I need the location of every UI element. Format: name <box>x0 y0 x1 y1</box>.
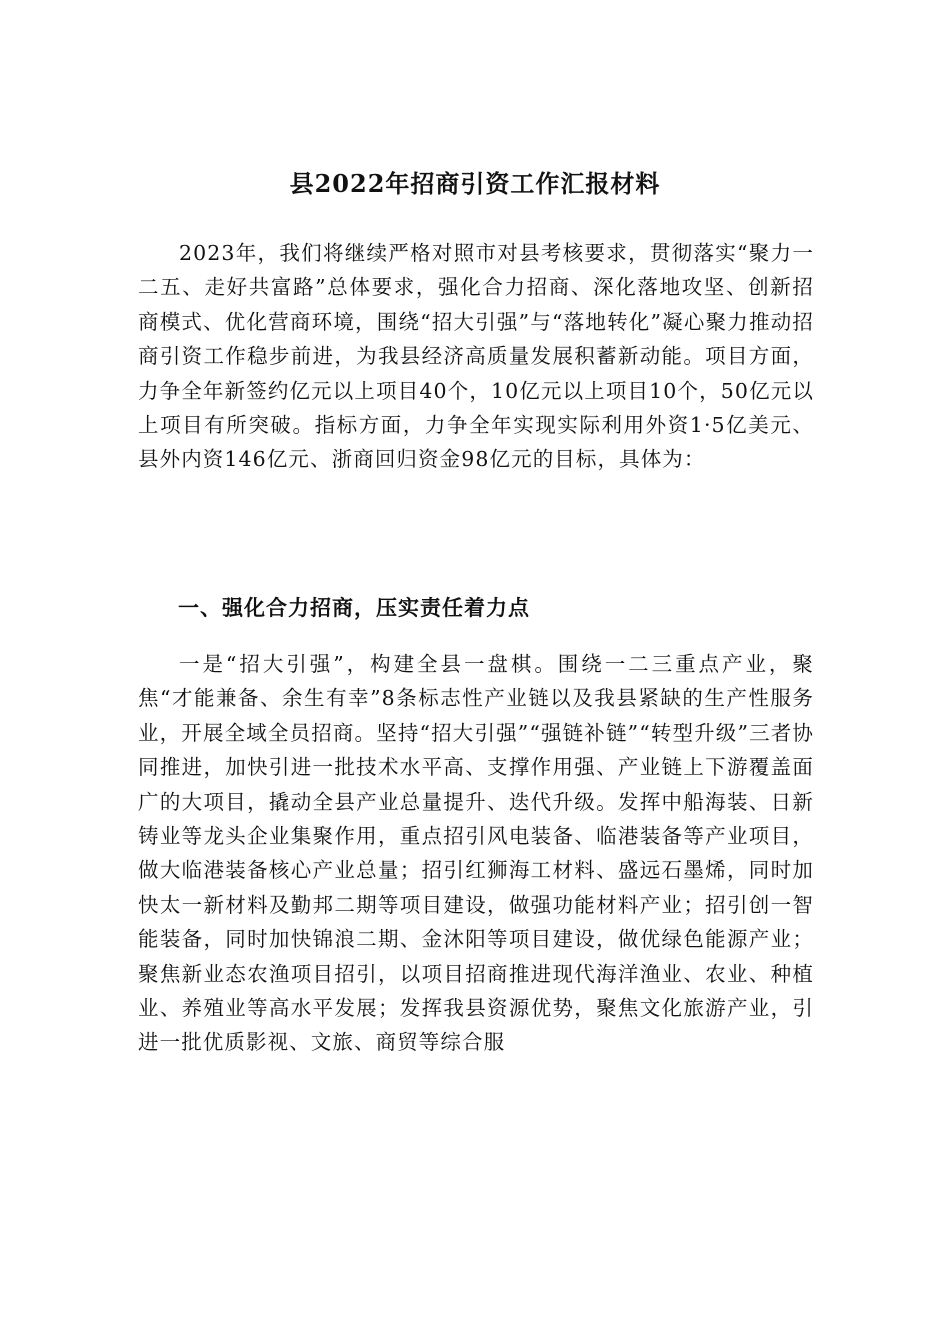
document-title: 县2022年招商引资工作汇报材料 <box>289 169 661 198</box>
intro-paragraph: 2023年，我们将继续严格对照市对县考核要求，贯彻落实“聚力一二五、走好共富路”总体要求，强化合力招商、深化落地攻坚、创新招商模式、优化营商环境，围绕“招大引强”与“落地转化”凝心聚力推动招商引资工作稳步前进，为我县经济高质量发展积蓄新动能。项目方面，力争全年新签约亿元以上项目40个，10亿元以上项目10个，50亿元以上项目有所突破。指标方面，力争全年实现实际利用外资1·5亿美元、县外内资146亿元、浙商回归资金98亿元的目标，具体为： <box>138 241 814 472</box>
section-paragraph: 一是“招大引强”，构建全县一盘棋。围绕一二三重点产业，聚焦“才能兼备、余生有幸”8条标志性产业链以及我县紧缺的生产性服务业，开展全域全员招商。坚持“招大引强”“强链补链”“转型升级”三者协同推进，加快引进一批技术水平高、支撑作用强、产业链上下游覆盖面广的大项目，撬动全县产业总量提升、迭代升级。发挥中船海装、日新铸业等龙头企业集聚作用，重点招引风电装备、临港装备等产业项目，做大临港装备核心产业总量；招引红狮海工材料、盛远石墨烯，同时加快太一新材料及勤邦二期等项目建设，做强功能材料产业；招引创一智能装备，同时加快锦浪二期、金沐阳等项目建设，做优绿色能源产业；聚焦新业态农渔项目招引，以项目招商推进现代海洋渔业、农业、种植业、养殖业等高水平发展；发挥我县资源优势，聚焦文化旅游产业，引进一批优质影视、文旅、商贸等综合服 <box>138 652 814 1055</box>
section-heading: 一、强化合力招商，压实责任着力点 <box>178 595 530 620</box>
